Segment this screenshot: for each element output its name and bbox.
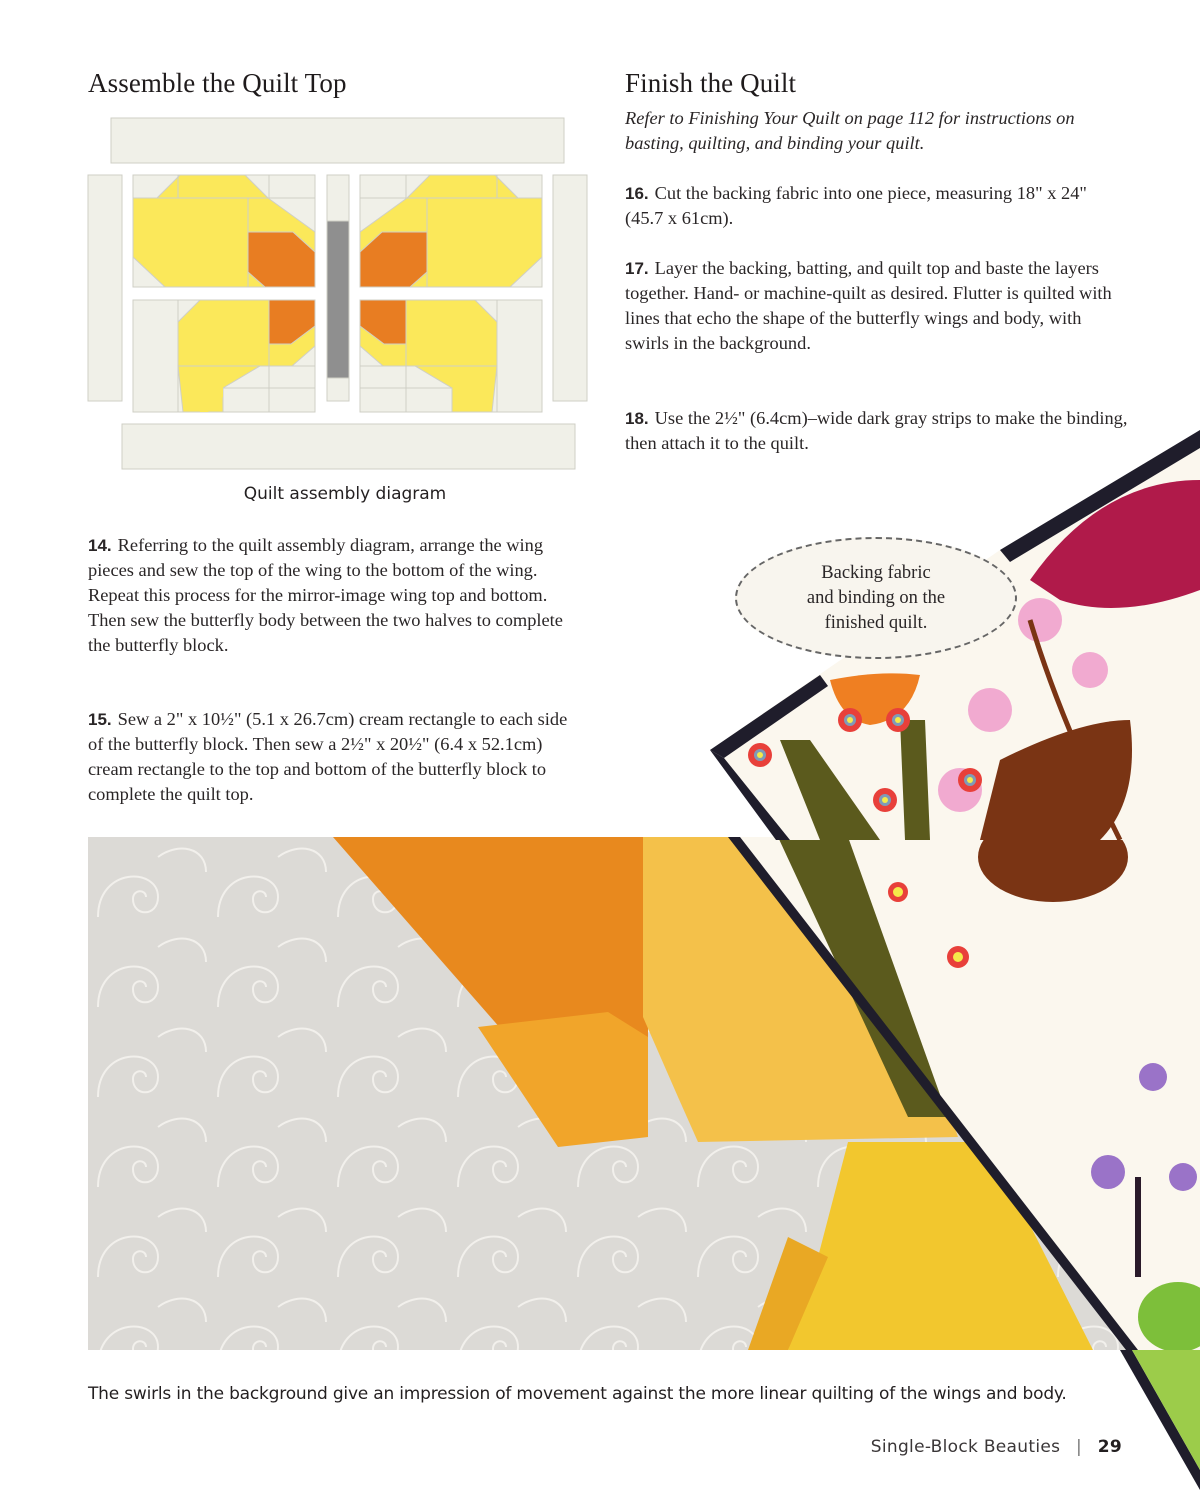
step-15 — [88, 707, 578, 807]
backing-callout — [735, 537, 1017, 659]
step-number: 14. — [88, 536, 112, 555]
footer-separator: | — [1075, 1437, 1083, 1457]
step-number: 17. — [625, 259, 649, 278]
step-number: 16. — [625, 184, 649, 203]
step-text: Cut the backing fabric into one piece, measuring 18" x 24" (45.7 x 61cm). — [625, 183, 1087, 228]
intro-text: Refer to Finishing Your Quilt on page 112 for instructions on basting, quilting, and binding your quilt. — [625, 108, 1075, 153]
callout-line-2: and binding on the — [806, 587, 946, 608]
step-text: Use the 2½" (6.4cm)–wide dark gray strips to make the binding, then attach it to the quilt. — [625, 408, 1128, 453]
photo-caption: The swirls in the background give an impression of movement against the more linear quilting of the wings and body. — [88, 1384, 1067, 1404]
diagram-caption: Quilt assembly diagram — [243, 484, 447, 504]
page-footer — [871, 1437, 1122, 1457]
step-text: Referring to the quilt assembly diagram, arrange the wing pieces and sew the top of the wing to the bottom of the wing. Repeat this process for the mirror-image wing top and bottom. Then sew the butterfly body between the two halves to complete the butterfly block. — [88, 535, 563, 655]
assemble-heading: Assemble the Quilt Top — [88, 68, 347, 98]
binding-edge-graphic — [1120, 1350, 1200, 1500]
step-17 — [625, 256, 1125, 356]
step-16 — [625, 181, 1125, 231]
finish-intro — [625, 106, 1125, 156]
step-number: 18. — [625, 409, 649, 428]
quilt-closeup-photo — [88, 837, 1200, 1350]
quilt-photo-graphic — [88, 837, 1200, 1350]
finish-heading: Finish the Quilt — [625, 68, 797, 98]
step-text: Sew a 2" x 10½" (5.1 x 26.7cm) cream rectangle to each side of the butterfly block. Then sew a 2½" x 20½" (6.4 x 52.1cm) cream rectangle to the top and bottom of the butterfly block to complete the quilt top. — [88, 709, 568, 804]
quilt-assembly-diagram — [85, 110, 605, 485]
step-number: 15. — [88, 710, 112, 729]
footer-section-title: Single-Block Beauties — [870, 1437, 1061, 1457]
butterfly-quilt-diagram-graphic — [85, 110, 605, 485]
page-number: 29 — [1097, 1437, 1122, 1457]
callout-line-1: Backing fabric — [821, 562, 931, 583]
step-14 — [88, 533, 578, 658]
callout-line-3: finished quilt. — [824, 612, 928, 633]
step-text: Layer the backing, batting, and quilt top and baste the layers together. Hand- or machine-quilt as desired. Flutter is quilted with lines that echo the shape of the butterfly wings and body, with swirls in the background. — [625, 258, 1112, 353]
